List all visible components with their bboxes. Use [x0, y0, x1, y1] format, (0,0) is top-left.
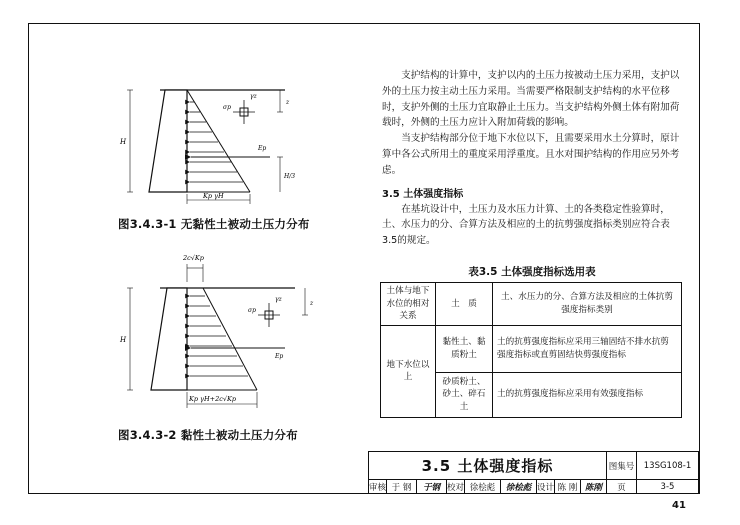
paragraph-2: 当支护结构部分位于地下水位以下，且需要采用水土分算时，原计算中各公式所用土的重度采用浮重度。且水对围护结构的作用应另外考虑。: [382, 133, 680, 176]
soil-cell: 砂质粉土、砂土、碎石土: [436, 372, 493, 417]
fig1-gamma-z: γz: [250, 93, 257, 100]
fig2-H: H: [120, 336, 127, 344]
sheet-title: 3.5 土体强度指标: [369, 452, 607, 480]
text-column: [382, 68, 682, 249]
fig1-H: H: [120, 138, 127, 146]
design-name: 陈 刚: [555, 480, 581, 494]
atlas-number: 13SG108-1: [637, 452, 699, 480]
paragraph-3: 在基坑设计中，土压力及水压力计算、土的各类稳定性验算时，土、水压力的分、合算方法及相应的土的抗剪强度指标类别应符合表3.5的规定。: [382, 203, 670, 247]
figure2-diagram: [95, 250, 335, 415]
design-label: 设计: [537, 480, 555, 494]
atlas-label: 图集号: [607, 452, 637, 480]
fig2-force: Ep: [275, 353, 284, 360]
review-name: 于 钢: [387, 480, 417, 494]
header-method: 土、水压力的分、合算方法及相应的土体抗剪强度指标类别: [493, 283, 682, 326]
fig1-z: z: [286, 99, 290, 106]
figure2-caption: 图3.4.3-2 黏性土被动土压力分布: [118, 428, 298, 442]
figure1-caption: 图3.4.3-1 无黏性土被动土压力分布: [118, 217, 310, 231]
fig1-base: Kp γH: [203, 192, 224, 200]
header-relation: 土体与地下水位的相对关系: [381, 283, 436, 326]
fig1-sigma: σp: [223, 104, 231, 111]
sheet-page-number: 3-5: [637, 480, 699, 494]
soil-cell: 黏性土、黏质粉土: [436, 325, 493, 372]
check-label: 校对: [447, 480, 465, 494]
page-label: 页: [607, 480, 637, 494]
review-label: 审核: [369, 480, 387, 494]
design-signature: 陈刚: [581, 480, 607, 494]
check-name: 徐桧彪: [465, 480, 501, 494]
fig2-gamma-z: γz: [275, 296, 282, 303]
section-heading: 3.5 土体强度指标: [382, 188, 464, 200]
figure1-diagram: [95, 82, 325, 207]
paragraph-1: 支护结构的计算中，支护以内的土压力按被动土压力采用，支护以外的土压力按主动土压力采用。当需要严格限制支护结构的水平位移时，支护外侧的土压力宜取静止土压力。当支护结构外侧土体有附加荷载时，外侧的土压力应计入附加荷载的影响。: [382, 70, 680, 129]
fig2-base: Kp γH+2c√Kp: [189, 395, 237, 403]
strength-table: [380, 282, 682, 418]
fig1-third: H/3: [284, 173, 296, 180]
method-cell: 土的抗剪强度指标应采用三轴固结不排水抗剪强度指标或直剪固结快剪强度指标: [493, 325, 682, 372]
check-signature: 徐桧彪: [501, 480, 537, 494]
title-block: [368, 451, 700, 494]
fig2-top: 2c√Kp: [183, 254, 204, 262]
method-cell: 土的抗剪强度指标应采用有效强度指标: [493, 372, 682, 417]
fig2-sigma: σp: [248, 307, 256, 314]
table-caption: 表3.5 土体强度指标选用表: [468, 266, 596, 278]
fig2-z: z: [310, 300, 314, 307]
header-soil: 土 质: [436, 283, 493, 326]
page-number: 41: [672, 500, 686, 511]
table-header-row: [381, 283, 682, 326]
review-signature: 于钢: [417, 480, 447, 494]
group-cell: 地下水位以上: [381, 325, 436, 417]
fig1-force: Ep: [258, 145, 267, 152]
table-row: [381, 325, 682, 372]
